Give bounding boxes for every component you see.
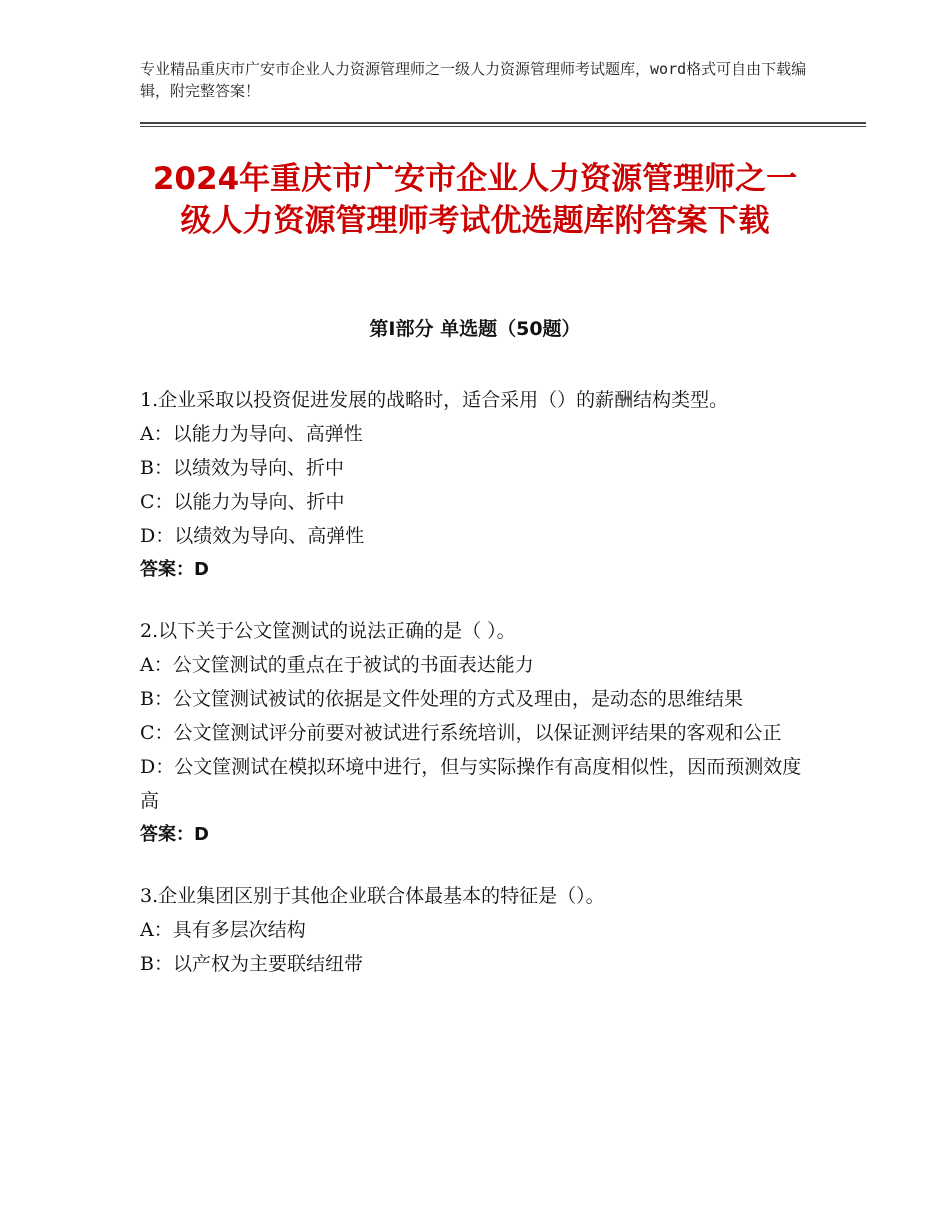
section-title: 第Ⅰ部分 单选题（50题） xyxy=(369,318,581,340)
option-a: A：以能力为导向、高弹性 xyxy=(140,423,363,445)
header-divider xyxy=(140,122,866,124)
question-3 xyxy=(140,879,812,981)
option-a: A：具有多层次结构 xyxy=(140,919,306,941)
option-c: C：以能力为导向、折中 xyxy=(140,491,345,513)
question-stem: 3.企业集团区别于其他企业联合体最基本的特征是（）。 xyxy=(140,885,605,907)
question-stem: 1.企业采取以投资促进发展的战略时，适合采用（）的薪酬结构类型。 xyxy=(140,389,729,411)
option-a: A：公文筐测试的重点在于被试的书面表达能力 xyxy=(140,654,534,676)
option-d: D：公文筐测试在模拟环境中进行，但与实际操作有高度相似性，因而预测效度高 xyxy=(140,756,802,812)
answer: 答案：D xyxy=(140,824,209,845)
option-b: B：以产权为主要联结纽带 xyxy=(140,953,363,975)
option-b: B：以绩效为导向、折中 xyxy=(140,457,344,479)
question-2 xyxy=(140,614,812,852)
header-divider-thin xyxy=(140,126,866,127)
question-list xyxy=(140,383,812,1008)
question-stem: 2.以下关于公文筐测试的说法正确的是（ ）。 xyxy=(140,620,516,642)
option-c: C：公文筐测试评分前要对被试进行系统培训，以保证测评结果的客观和公正 xyxy=(140,722,782,744)
option-b: B：公文筐测试被试的依据是文件处理的方式及理由，是动态的思维结果 xyxy=(140,688,743,710)
header-note: 专业精品重庆市广安市企业人力资源管理师之一级人力资源管理师考试题库，word格式可自由下载编辑，附完整答案！ xyxy=(140,60,807,100)
answer: 答案：D xyxy=(140,559,209,580)
document-title: 2024年重庆市广安市企业人力资源管理师之一级人力资源管理师考试优选题库附答案下载 xyxy=(152,161,798,239)
option-d: D：以绩效为导向、高弹性 xyxy=(140,525,365,547)
question-1 xyxy=(140,383,812,587)
